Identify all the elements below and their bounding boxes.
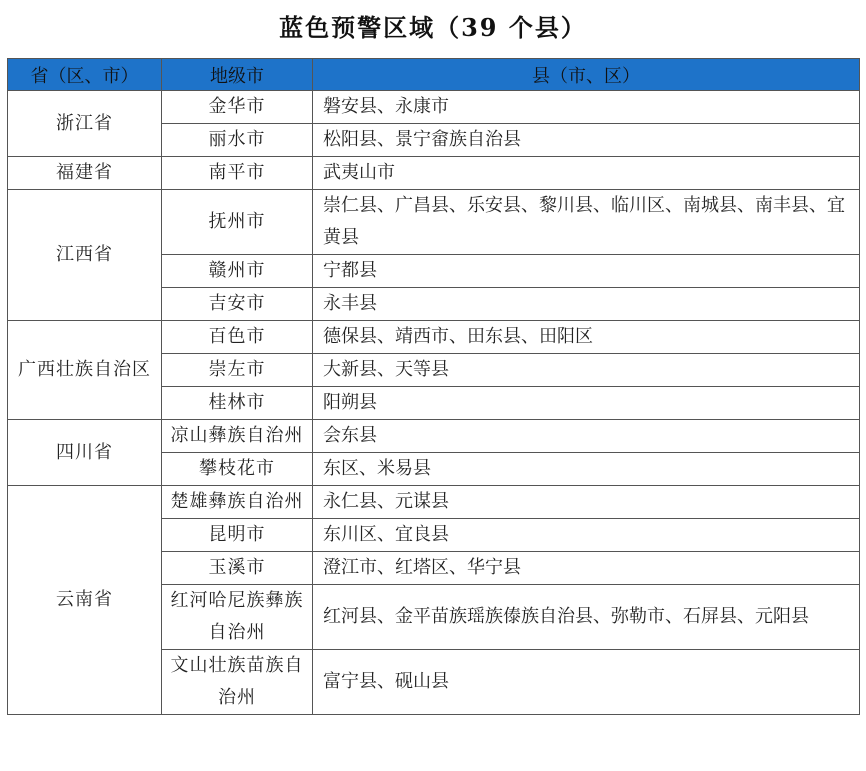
county-cell: 永仁县、元谋县 (313, 486, 860, 519)
warning-table (7, 58, 860, 715)
city-cell: 凉山彝族自治州 (162, 420, 313, 453)
city-cell: 文山壮族苗族自治州 (162, 650, 313, 715)
city-cell: 金华市 (162, 91, 313, 124)
county-cell: 东区、米易县 (313, 453, 860, 486)
city-cell: 红河哈尼族彝族自治州 (162, 585, 313, 650)
province-cell: 四川省 (8, 420, 162, 486)
table-row (8, 91, 860, 124)
county-cell: 富宁县、砚山县 (313, 650, 860, 715)
city-cell: 桂林市 (162, 387, 313, 420)
city-cell: 丽水市 (162, 124, 313, 157)
table-row (8, 420, 860, 453)
city-cell: 赣州市 (162, 255, 313, 288)
table-row (8, 190, 860, 255)
header-province: 省（区、市） (8, 59, 162, 91)
province-cell: 福建省 (8, 157, 162, 190)
county-cell: 东川区、宜良县 (313, 519, 860, 552)
county-cell: 松阳县、景宁畲族自治县 (313, 124, 860, 157)
header-county: 县（市、区） (313, 59, 860, 91)
city-cell: 攀枝花市 (162, 453, 313, 486)
county-cell: 永丰县 (313, 288, 860, 321)
page-title: 蓝色预警区域（39 个县） (279, 13, 587, 42)
city-cell: 楚雄彝族自治州 (162, 486, 313, 519)
city-cell: 吉安市 (162, 288, 313, 321)
city-cell: 崇左市 (162, 354, 313, 387)
table-row (8, 486, 860, 519)
province-cell: 广西壮族自治区 (8, 321, 162, 420)
table-row (8, 157, 860, 190)
county-cell: 澄江市、红塔区、华宁县 (313, 552, 860, 585)
county-cell: 德保县、靖西市、田东县、田阳区 (313, 321, 860, 354)
county-cell: 会东县 (313, 420, 860, 453)
table-header-row (8, 59, 860, 91)
table-row (8, 321, 860, 354)
province-cell: 云南省 (8, 486, 162, 715)
county-cell: 大新县、天等县 (313, 354, 860, 387)
county-cell: 崇仁县、广昌县、乐安县、黎川县、临川区、南城县、南丰县、宜黄县 (313, 190, 860, 255)
county-cell: 磐安县、永康市 (313, 91, 860, 124)
province-cell: 江西省 (8, 190, 162, 321)
county-cell: 阳朔县 (313, 387, 860, 420)
county-cell: 宁都县 (313, 255, 860, 288)
city-cell: 百色市 (162, 321, 313, 354)
province-cell: 浙江省 (8, 91, 162, 157)
county-cell: 红河县、金平苗族瑶族傣族自治县、弥勒市、石屏县、元阳县 (313, 585, 860, 650)
city-cell: 昆明市 (162, 519, 313, 552)
city-cell: 玉溪市 (162, 552, 313, 585)
county-cell: 武夷山市 (313, 157, 860, 190)
city-cell: 抚州市 (162, 190, 313, 255)
city-cell: 南平市 (162, 157, 313, 190)
header-city: 地级市 (162, 59, 313, 91)
